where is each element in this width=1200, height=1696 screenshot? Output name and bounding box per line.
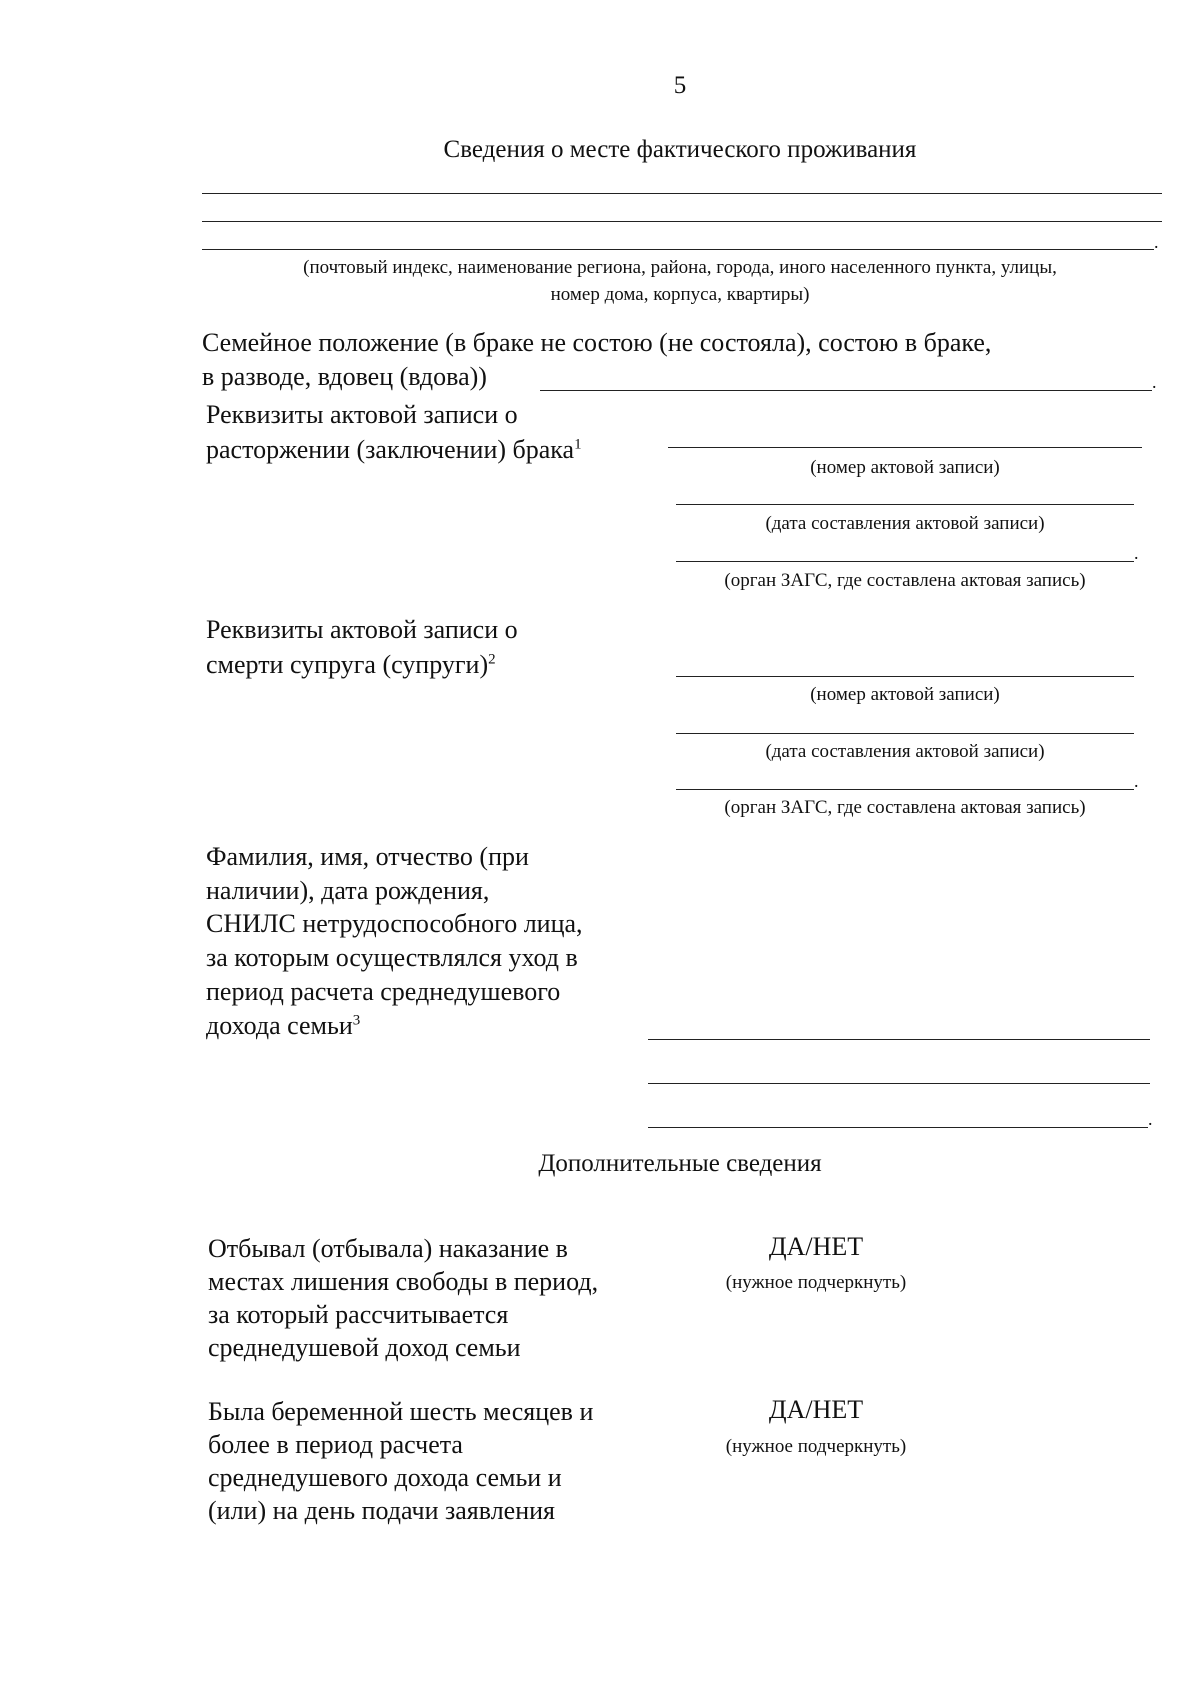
death-record-number-field[interactable] [676,676,1134,677]
divorce-record-office-period: . [1134,543,1139,563]
marital-status-label-line-1: Семейное положение (в браке не состою (не состояла), состою в браке, [202,328,992,357]
divorce-record-label-line-1: Реквизиты актовой записи о [206,400,518,429]
marital-status-period: . [1152,372,1157,392]
divorce-record-office-caption: (орган ЗАГС, где составлена актовая запись) [724,570,1086,591]
disabled-person-label-line-4: за которым осуществлялся уход в [206,943,578,972]
q1-label-line-3: за который рассчитывается [208,1300,509,1329]
disabled-person-label-line-1: Фамилия, имя, отчество (при [206,842,529,871]
disabled-person-label-line-3: СНИЛС нетрудоспособного лица, [206,909,583,938]
death-record-date-field[interactable] [676,733,1134,734]
page-number: 5 [673,72,687,99]
q1-answer-yes-no[interactable]: ДА/НЕТ [768,1232,864,1261]
q1-label-line-1: Отбывал (отбывала) наказание в [208,1234,568,1263]
additional-heading: Дополнительные сведения [538,1150,822,1177]
disabled-person-field-1[interactable] [648,1039,1150,1040]
q2-label-line-2: более в период расчета [208,1430,463,1459]
residence-line-2[interactable] [202,221,1162,222]
residence-line-period: . [1154,232,1159,252]
footnote-3: 3 [352,1012,361,1029]
q1-label-line-4: среднедушевой доход семьи [208,1333,521,1362]
death-record-label-line-2: смерти супруга (супруги)$^2$ [206,650,496,679]
divorce-record-date-field[interactable] [676,504,1134,505]
death-record-office-field[interactable] [676,789,1134,790]
disabled-person-field-3[interactable] [648,1127,1148,1128]
disabled-person-label-line-2: наличии), дата рождения, [206,876,490,905]
marital-status-label-line-2: в разводе, вдовец (вдова)) [202,362,487,391]
residence-line-3[interactable] [202,249,1154,250]
q2-label-line-4: (или) на день подачи заявления [208,1496,556,1525]
q1-label-line-2: местах лишения свободы в период, [208,1267,599,1296]
footnote-1: 1 [574,436,582,453]
residence-caption-line-2: номер дома, корпуса, квартиры) [550,284,810,305]
q2-label-line-1: Была беременной шесть месяцев и [208,1397,594,1426]
disabled-person-field-2[interactable] [648,1083,1150,1084]
divorce-record-number-caption: (номер актовой записи) [810,457,1000,478]
residence-heading: Сведения о месте фактического проживания [443,136,917,163]
divorce-record-office-field[interactable] [676,561,1134,562]
q2-label-line-3: среднедушевого дохода семьи и [208,1463,562,1492]
residence-line-1[interactable] [202,193,1162,194]
death-record-date-caption: (дата составления актовой записи) [765,741,1045,762]
q2-underline-note: (нужное подчеркнуть) [725,1436,907,1457]
disabled-person-label-line-5: период расчета среднедушевого [206,977,561,1006]
disabled-person-field-period: . [1148,1109,1153,1129]
death-record-number-caption: (номер актовой записи) [810,684,1000,705]
death-record-office-period: . [1134,771,1139,791]
divorce-record-label-line-2: расторжении (заключении) брака$^1$ [206,435,582,464]
disabled-person-label-line-6: дохода семьи$^3$ [206,1011,361,1040]
divorce-record-date-caption: (дата составления актовой записи) [765,513,1045,534]
q2-answer-yes-no[interactable]: ДА/НЕТ [768,1395,864,1424]
divorce-record-number-field[interactable] [668,447,1142,448]
death-record-label-line-1: Реквизиты актовой записи о [206,615,518,644]
q1-underline-note: (нужное подчеркнуть) [725,1272,907,1293]
residence-caption-line-1: (почтовый индекс, наименование региона, района, города, иного населенного пункта, улицы, [303,257,1057,278]
death-record-office-caption: (орган ЗАГС, где составлена актовая запись) [724,797,1086,818]
marital-status-field[interactable] [540,390,1152,391]
footnote-2: 2 [488,651,496,668]
